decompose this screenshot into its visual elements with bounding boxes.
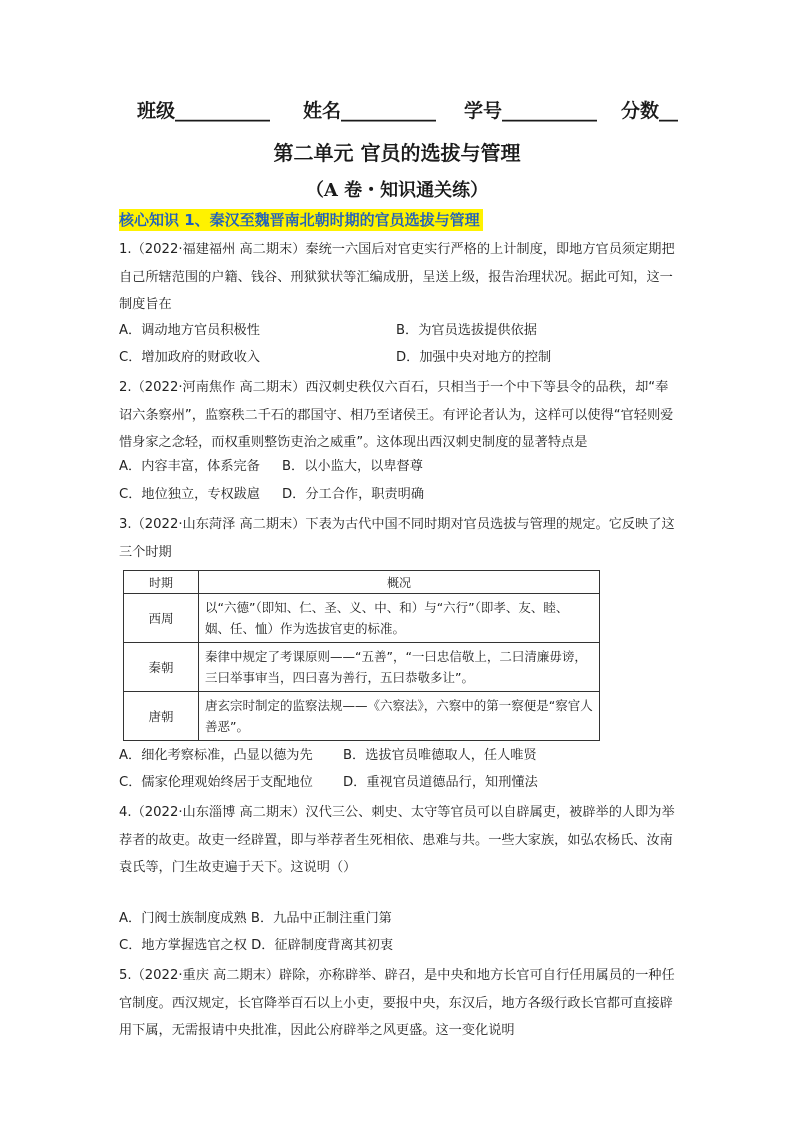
name-field[interactable]: 姓名__________ — [303, 100, 437, 122]
table-header-overview: 概况 — [199, 571, 600, 594]
q1-option-c[interactable]: C．增加政府的财政收入 — [119, 350, 261, 365]
score-field[interactable]: 分数__ — [621, 100, 679, 122]
student-id-field[interactable]: 学号__________ — [464, 100, 598, 122]
table-header-period: 时期 — [124, 571, 199, 594]
q1-option-a[interactable]: A．调动地方官员积极性 — [119, 323, 260, 338]
question-4-stem: 4.（2022·山东淄博 高二期末）汉代三公、刺史、太守等官员可以自辟属吏，被辟举的人即为举荐者的故吏。故吏一经辟置，即与举荐者生死相依、患难与共。一些大家族，如弘农杨氏、汝南袁氏等，门生故吏遍于天下。这说明（） — [119, 805, 675, 875]
q1-option-d[interactable]: D．加强中央对地方的控制 — [396, 350, 552, 365]
question-2-stem: 2.（2022·河南焦作 高二期末）西汉刺史秩仅六百石，只相当于一个中下等县令的品秩，却“奉诏六条察州”，监察秩二千石的郡国守、相乃至诸侯王。有评论者认为，这样可以使得“官轻则爱惜身家之念轻，而权重则整饬吏治之威重”。这体现出西汉刺史制度的显著特点是 — [119, 380, 674, 450]
table-row — [124, 594, 600, 643]
paper-subtitle: （A 卷・知识通关练） — [305, 180, 489, 201]
q3-option-d[interactable]: D．重视官员道德品行，知刑懂法 — [343, 775, 538, 790]
table-cell-period: 秦朝 — [124, 643, 199, 692]
table-cell-overview: 唐玄宗时制定的监察法规——《六察法》，六察中的第一察便是“察官人善恶”。 — [199, 692, 600, 741]
table-cell-overview: 秦律中规定了考课原则——“五善”，“一曰忠信敬上，二曰清廉毋谤，三曰举事审当，四曰喜为善行，五曰恭敬多让”。 — [199, 643, 600, 692]
q2-option-d[interactable]: D．分工合作，职责明确 — [282, 487, 425, 502]
knowledge-point-heading: 核心知识 1、秦汉至魏晋南北朝时期的官员选拔与管理 — [119, 209, 483, 231]
q4-options-ab[interactable]: A．门阀士族制度成熟 B．九品中正制注重门第 — [119, 911, 392, 926]
table-cell-period: 唐朝 — [124, 692, 199, 741]
q3-option-a[interactable]: A．细化考察标准，凸显以德为先 — [119, 748, 313, 763]
q2-option-c[interactable]: C．地位独立，专权跋扈 — [119, 487, 261, 502]
table-row — [124, 692, 600, 741]
table-cell-period: 西周 — [124, 594, 199, 643]
table-row — [124, 643, 600, 692]
question-3-stem: 3.（2022·山东菏泽 高二期末）下表为古代中国不同时期对官员选拔与管理的规定。它反映了这三个时期 — [119, 517, 675, 560]
period-comparison-table — [123, 570, 600, 741]
q3-option-b[interactable]: B．选拔官员唯德取人，任人唯贤 — [343, 748, 537, 763]
q2-option-a[interactable]: A．内容丰富，体系完备 — [119, 459, 260, 474]
student-info-row — [0, 96, 794, 126]
question-5-stem: 5.（2022·重庆 高二期末）辟除，亦称辟举、辟召，是中央和地方长官可自行任用属员的一种任官制度。西汉规定，长官降举百石以上小吏，要报中央，东汉后，地方各级行政长官都可直接辟用下属，无需报请中央批准，因此公府辟举之风更盛。这一变化说明 — [119, 968, 675, 1038]
unit-title: 第二单元 官员的选拔与管理 — [273, 141, 521, 165]
q3-option-c[interactable]: C．儒家伦理观始终居于支配地位 — [119, 775, 313, 790]
q2-option-b[interactable]: B．以小监大，以卑督尊 — [282, 459, 423, 474]
q1-option-b[interactable]: B．为官员选拔提供依据 — [396, 323, 537, 338]
class-field[interactable]: 班级__________ — [137, 100, 271, 122]
table-cell-overview: 以“六德”（即知、仁、圣、义、中、和）与“六行”（即孝、友、睦、姻、任、恤）作为选拔官吏的标准。 — [199, 594, 600, 643]
question-1-stem: 1.（2022·福建福州 高二期末）秦统一六国后对官吏实行严格的上计制度，即地方官员须定期把自己所辖范围的户籍、钱谷、刑狱狱状等汇编成册，呈送上级，报告治理状况。据此可知，这一制度旨在 — [119, 242, 675, 312]
q4-options-cd[interactable]: C．地方掌握选官之权 D．征辟制度背离其初衷 — [119, 938, 394, 953]
